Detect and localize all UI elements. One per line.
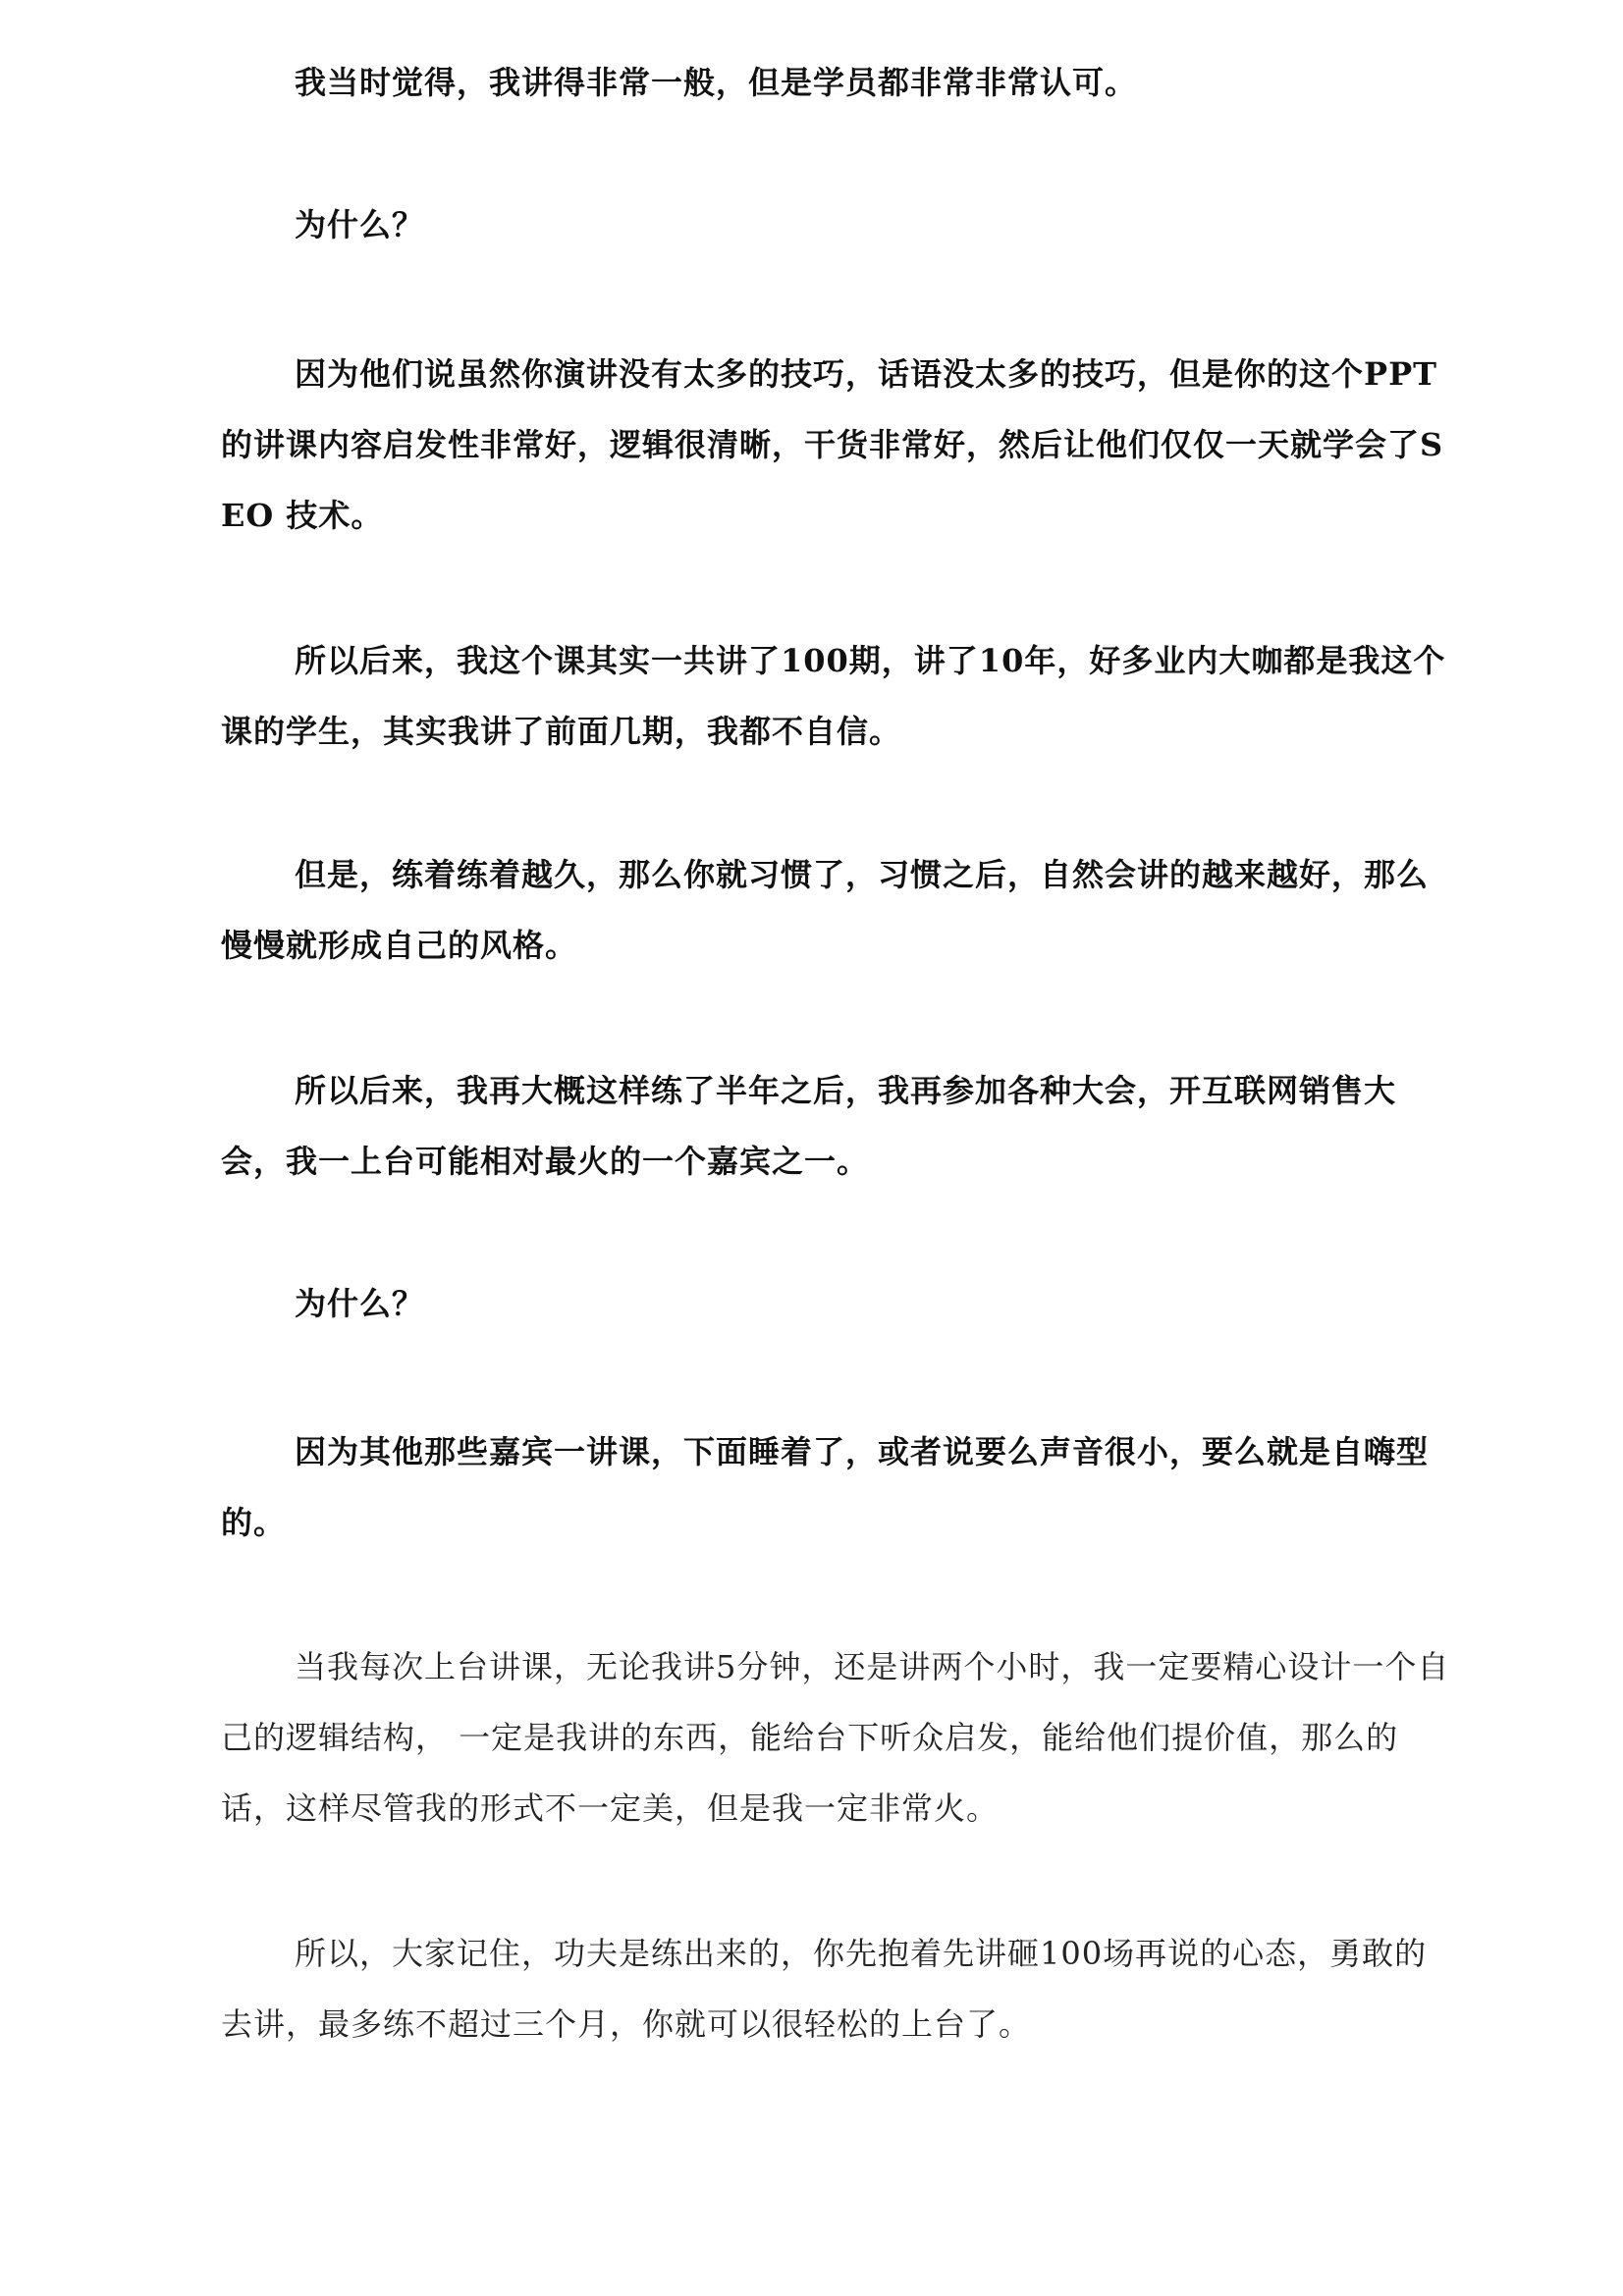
paragraph-2: 为什么？ — [295, 206, 425, 243]
paragraph-1: 我当时觉得，我讲得非常一般，但是学员都非常非常认可。 — [295, 64, 1138, 101]
paragraph-5: 但是，练着练着越久，那么你就习惯了，习惯之后，自然会讲的越来越好，那么慢慢就形成自己的风格。 — [221, 856, 1430, 964]
paragraph-7: 为什么？ — [295, 1285, 425, 1322]
paragraph-8: 因为其他那些嘉宾一讲课，下面睡着了，或者说要么声音很小，要么就是自嗨型的。 — [221, 1433, 1430, 1541]
paragraph-9: 当我每次上台讲课，无论我讲5分钟，还是讲两个小时，我一定要精心设计一个自己的逻辑结构， 一定是我讲的东西，能给台下听众启发，能给他们提价值，那么的话，这样尽管我的形式不一定美，但是我一定非常火。 — [221, 1648, 1450, 1827]
paragraph-10: 所以，大家记住，功夫是练出来的，你先抱着先讲砸100场再说的心态，勇敢的去讲，最多练不超过三个月，你就可以很轻松的上台了。 — [221, 1935, 1428, 2043]
paragraph-6: 所以后来，我再大概这样练了半年之后，我再参加各种大会，开互联网销售大会，我一上台可能相对最火的一个嘉宾之一。 — [221, 1072, 1397, 1180]
paragraph-4: 所以后来，我这个课其实一共讲了100期，讲了10年，好多业内大咖都是我这个课的学生，其实我讲了前面几期，我都不自信。 — [221, 642, 1446, 750]
paragraph-3: 因为他们说虽然你演讲没有太多的技巧，话语没太多的技巧，但是你的这个PPT 的讲课内容启发性非常好，逻辑很清晰，干货非常好，然后让他们仅仅一天就学会了SEO 技术。 — [221, 355, 1444, 534]
